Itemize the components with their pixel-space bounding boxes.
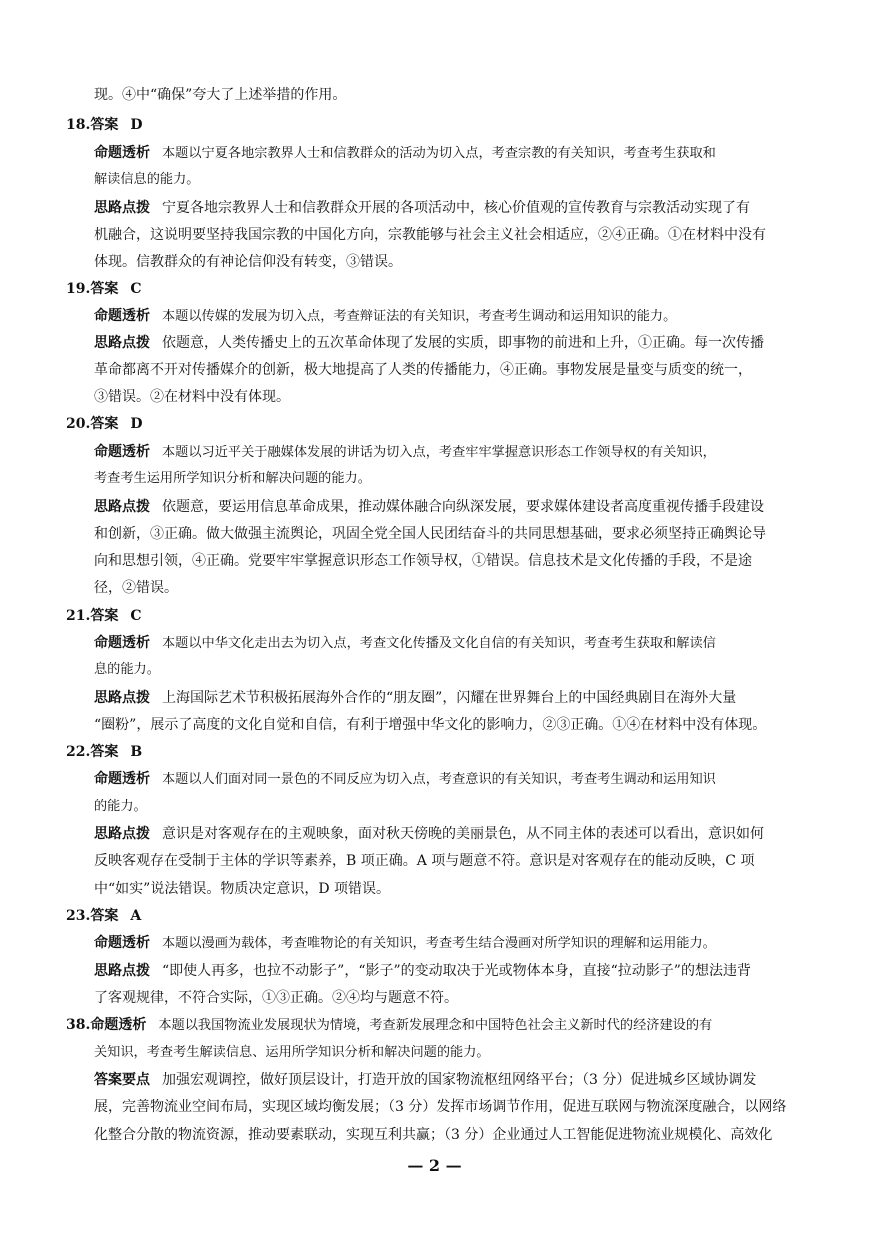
q19-answer-value: C	[130, 281, 142, 297]
q20-tips-text-1: 依题意，要运用信息革命成果，推动媒体融合向纵深发展，要求媒体建设者高度重视传播手段建设	[162, 499, 764, 515]
q22-answer-line	[66, 743, 142, 761]
q18-answer-label: 答案	[90, 117, 119, 133]
q21-tips-text-1: 上海国际艺术节积极拓展海外合作的“朋友圈”，闪耀在世界舞台上的中国经典剧目在海外大量	[162, 690, 737, 706]
q19-tips-text-1: 依题意，人类传播史上的五次革命体现了发展的实质，即事物的前进和上升，①正确。每一次传播	[162, 335, 764, 351]
q20-tips-line-2: 和创新，③正确。做大做强主流舆论，巩固全党全国人民团结奋斗的共同思想基础，要求必须坚持正确舆论导	[94, 526, 766, 542]
q20-tips-label: 思路点拨	[94, 499, 150, 515]
q22-answer-value: B	[130, 744, 143, 760]
q19-analysis-line-1	[94, 307, 676, 326]
q23-analysis-label: 命题透析	[94, 935, 150, 951]
q20-number: 20.	[66, 416, 91, 432]
q18-analysis-text-1: 本题以宁夏各地宗教界人士和信教群众的活动为切入点，考查宗教的有关知识，考查考生获取和	[162, 146, 716, 161]
page-number: — 2 —	[407, 1156, 462, 1175]
q38-number: 38.	[66, 1017, 91, 1033]
q23-tips-text-1: “即使人再多，也拉不动影子”，“影子”的变动取决于光或物体本身，直接“拉动影子”的想法违背	[162, 963, 751, 979]
q18-answer-value: D	[130, 117, 143, 133]
q20-analysis-line-1	[94, 443, 716, 462]
q19-answer-label: 答案	[90, 281, 119, 297]
q38-analysis-line-2: 关知识，考查考生解读信息、运用所学知识分析和解决问题的能力。	[94, 1045, 490, 1060]
q20-analysis-line-2: 考查考生运用所学知识分析和解决问题的能力。	[94, 471, 371, 486]
q22-tips-line-3: 中“如实”说法错误。物质决定意识，D 项错误。	[94, 881, 390, 897]
q23-answer-label: 答案	[90, 908, 119, 924]
q18-tips-text-1: 宁夏各地宗教界人士和信教群众开展的各项活动中，核心价值观的宣传教育与宗教活动实现了有	[162, 200, 750, 216]
q18-analysis-line-2: 解读信息的能力。	[94, 172, 200, 187]
q38-points-text-1: 加强宏观调控，做好顶层设计，打造开放的国家物流枢纽网络平台；（3 分）促进城乡区域协调发	[162, 1072, 757, 1088]
q22-analysis-label: 命题透析	[94, 771, 150, 787]
q38-analysis-text-1: 本题以我国物流业发展现状为情境，考查新发展理念和中国特色社会主义新时代的经济建设的有	[158, 1018, 713, 1033]
q22-number: 22.	[66, 744, 91, 760]
q19-tips-line-2: 革命都离不开对传播媒介的创新，极大地提高了人类的传播能力，④正确。事物发展是量变与质变的统一，	[94, 362, 752, 378]
q20-tips-line-4: 径，②错误。	[94, 580, 178, 596]
q38-analysis-label: 命题透析	[90, 1017, 147, 1033]
q23-answer-value: A	[130, 908, 142, 924]
q21-analysis-line-2: 息的能力。	[94, 662, 160, 677]
q18-answer-line	[66, 116, 143, 134]
q38-analysis-line-1	[66, 1016, 712, 1035]
q18-analysis-label: 命题透析	[94, 145, 150, 161]
q21-number: 21.	[66, 608, 91, 624]
q19-analysis-text-1: 本题以传媒的发展为切入点，考查辩证法的有关知识，考查考生调动和运用知识的能力。	[162, 309, 677, 324]
q38-points-line-1	[94, 1071, 756, 1089]
q21-analysis-line-1	[94, 634, 716, 653]
q19-answer-line	[66, 280, 142, 298]
q20-answer-line	[66, 415, 143, 433]
q20-tips-line-3: 向和思想引领，④正确。党要牢牢掌握意识形态工作领导权，①错误。信息技术是文化传播的手段，不是途	[94, 553, 752, 569]
q21-tips-label: 思路点拨	[94, 690, 150, 706]
q22-analysis-text-1: 本题以人们面对同一景色的不同反应为切入点，考查意识的有关知识，考查考生调动和运用知识	[162, 772, 716, 787]
q19-analysis-label: 命题透析	[94, 308, 150, 324]
q23-tips-line-1	[94, 962, 751, 980]
q21-tips-line-1	[94, 689, 736, 707]
q38-points-line-2: 展，完善物流业空间布局，实现区域均衡发展；（3 分）发挥市场调节作用，促进互联网与物流深度融合，以网络	[94, 1099, 787, 1115]
q23-answer-line	[66, 907, 141, 925]
q19-tips-line-1	[94, 334, 764, 352]
q21-analysis-label: 命题透析	[94, 635, 150, 651]
intro-line: 现。④中“确保”夸大了上述举措的作用。	[94, 87, 347, 103]
q23-analysis-line-1	[94, 934, 716, 953]
q23-tips-line-2: 了客观规律，不符合实际，①③正确。②④均与题意不符。	[94, 990, 458, 1006]
q23-number: 23.	[66, 908, 91, 924]
q20-answer-label: 答案	[90, 416, 119, 432]
q38-points-label: 答案要点	[94, 1072, 150, 1088]
q20-analysis-label: 命题透析	[94, 444, 150, 460]
q38-points-line-3: 化整合分散的物流资源，推动要素联动，实现互利共赢；（3 分）企业通过人工智能促进物流业规模化、高效化	[94, 1127, 773, 1143]
q22-analysis-line-1	[94, 770, 716, 789]
q20-answer-value: D	[130, 416, 143, 432]
q21-analysis-text-1: 本题以中华文化走出去为切入点，考查文化传播及文化自信的有关知识，考查考生获取和解读信	[162, 636, 716, 651]
q18-analysis-line-1	[94, 144, 716, 163]
q21-answer-line	[66, 607, 142, 625]
q19-tips-label: 思路点拨	[94, 335, 150, 351]
q23-tips-label: 思路点拨	[94, 963, 150, 979]
q21-answer-value: C	[130, 608, 142, 624]
q22-analysis-line-2: 的能力。	[94, 799, 147, 814]
q22-tips-text-1: 意识是对客观存在的主观映象，面对秋天傍晚的美丽景色，从不同主体的表述可以看出，意识如何	[162, 826, 764, 842]
q22-tips-line-1	[94, 825, 764, 843]
q23-analysis-text-1: 本题以漫画为载体，考查唯物论的有关知识，考查考生结合漫画对所学知识的理解和运用能力。	[162, 936, 716, 951]
q19-number: 19.	[66, 281, 91, 297]
q22-tips-line-2: 反映客观存在受制于主体的学识等素养，B 项正确。A 项与题意不符。意识是对客观存在的能动反映，C 项	[94, 853, 755, 869]
q18-tips-line-1	[94, 199, 750, 217]
q18-tips-line-2: 机融合，这说明要坚持我国宗教的中国化方向，宗教能够与社会主义社会相适应，②④正确。①在材料中没有	[94, 227, 766, 243]
q21-tips-line-2: “圈粉”，展示了高度的文化自觉和自信，有利于增强中华文化的影响力，②③正确。①④在材料中没有体现。	[94, 717, 767, 733]
q21-answer-label: 答案	[90, 608, 119, 624]
q22-tips-label: 思路点拨	[94, 826, 150, 842]
q20-tips-line-1	[94, 498, 764, 516]
q18-number: 18.	[66, 117, 91, 133]
q19-tips-line-3: ③错误。②在材料中没有体现。	[94, 389, 290, 405]
q18-tips-line-3: 体现。信教群众的有神论信仰没有转变，③错误。	[94, 254, 402, 270]
q18-tips-label: 思路点拨	[94, 200, 150, 216]
q20-analysis-text-1: 本题以习近平关于融媒体发展的讲话为切入点，考查牢牢掌握意识形态工作领导权的有关知识，	[162, 445, 716, 460]
q22-answer-label: 答案	[90, 744, 119, 760]
